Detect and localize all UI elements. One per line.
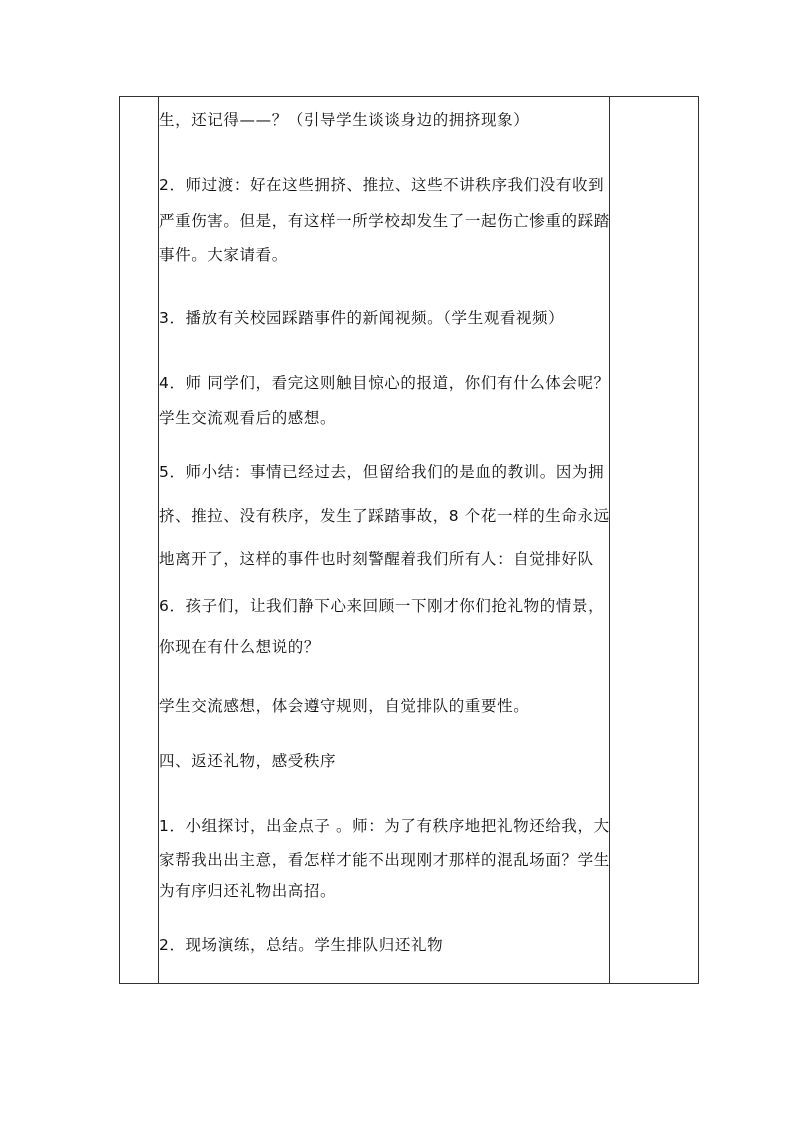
text-line: 挤、推拉、没有秩序，发生了踩踏事故，8 个花一样的生命永远 xyxy=(159,507,610,525)
text-line: 3．播放有关校园踩踏事件的新闻视频。（学生观看视频） xyxy=(159,309,565,327)
text-line: 2．现场演练，总结。学生排队归还礼物 xyxy=(159,936,444,954)
text-line: 1．小组探讨，出金点子 。师：为了有秩序地把礼物还给我，大 xyxy=(159,817,610,835)
text-line: 家帮我出出主意，看怎样才能不出现刚才那样的混乱场面？学生 xyxy=(159,851,610,869)
text-line: 生，还记得——？（引导学生谈谈身边的拥挤现象） xyxy=(159,111,530,129)
text-line: 学生交流观看后的感想。 xyxy=(159,409,337,427)
text-line: 4．师 同学们，看完这则触目惊心的报道，你们有什么体会呢？ xyxy=(159,374,610,392)
text-line: 为有序归还礼物出高招。 xyxy=(159,882,337,900)
text-line: 学生交流感想，体会遵守规则，自觉排队的重要性。 xyxy=(159,697,530,715)
text-line: 5．师小结：事情已经过去，但留给我们的是血的教训。因为拥 xyxy=(159,463,605,481)
text-line: 2．师过渡：好在这些拥挤、推拉、这些不讲秩序我们没有收到 xyxy=(159,176,605,194)
text-line: 你现在有什么想说的？ xyxy=(159,638,321,656)
section-heading: 四、返还礼物，感受秩序 xyxy=(159,752,337,770)
text-line: 地离开了，这样的事件也时刻警醒着我们所有人：自觉排好队 xyxy=(159,550,594,568)
text-line: 事件。大家请看。 xyxy=(159,246,288,264)
text-line: 严重伤害。但是，有这样一所学校却发生了一起伤亡惨重的踩踏 xyxy=(159,212,610,230)
text-line: 6．孩子们，让我们静下心来回顾一下刚才你们抢礼物的情景， xyxy=(159,597,605,615)
